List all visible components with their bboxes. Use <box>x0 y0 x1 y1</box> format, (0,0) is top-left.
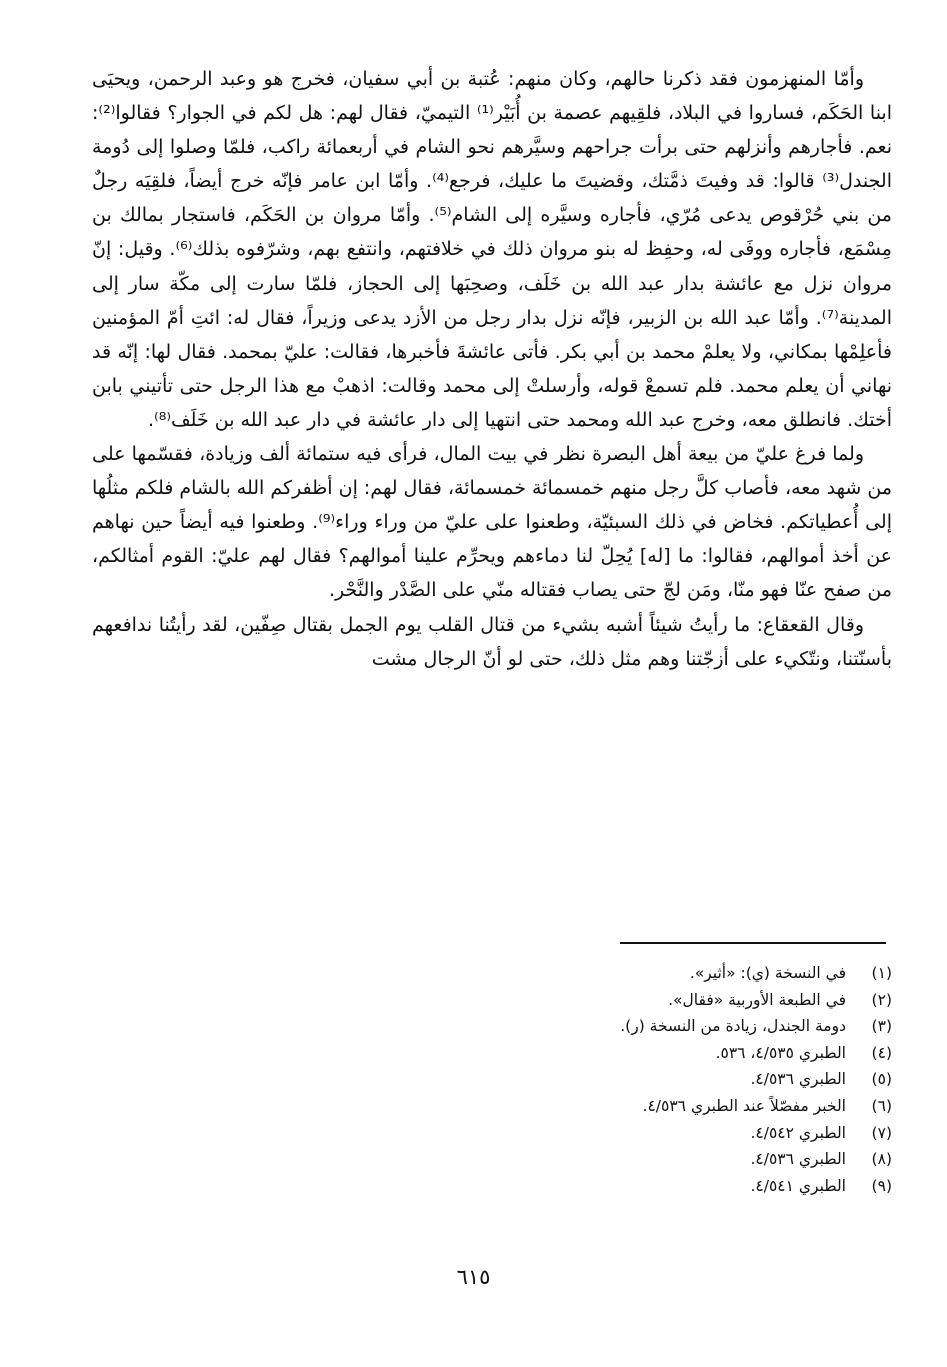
footnote-text: الطبري ٤/٥٣٦. <box>750 1070 846 1089</box>
footnote-item <box>300 1146 892 1173</box>
footnote-divider <box>620 942 886 944</box>
footnote-number: (٥) <box>871 1070 892 1089</box>
footnote-item <box>300 1120 892 1147</box>
footnote-item <box>300 1013 892 1040</box>
footnote-number: (٤) <box>871 1043 892 1062</box>
footnote-item <box>300 1040 892 1067</box>
footnote-number: (٩) <box>871 1176 892 1195</box>
main-text <box>92 62 892 676</box>
footnote-item <box>300 960 892 987</box>
footnote-item <box>300 1093 892 1120</box>
footnote-text: الطبري ٤/٥٤١. <box>750 1176 846 1195</box>
footnote-text: الطبري ٤/٥٤٢. <box>750 1123 846 1142</box>
footnote-number: (٦) <box>871 1096 892 1115</box>
footnote-text: في النسخة (ي): «أثير». <box>689 964 846 982</box>
footnotes-list <box>300 960 892 1199</box>
footnote-text: الخبر مفصّلاً عند الطبري ٤/٥٣٦. <box>642 1096 846 1115</box>
footnote-number: (١) <box>871 964 892 982</box>
footnote-text: الطبري ٤/٥٣٦. <box>750 1150 846 1169</box>
paragraph-2: ولما فرغ عليّ من بيعة أهل البصرة نظر في بيت المال، فرأى فيه ستمائة ألف وزيادة، فقسّمها على من شهد معه، فأصاب كلَّ رجل منهم خمسمائة خمسمائة، فقال لهم: إن أظفركم الله بالشام فلكم مثلُها إلى أُعطياتكم. فخاض في ذلك السبئيّة، وطعنوا على عليّ من وراء وراء⁽⁹⁾. وطعنوا فيه أيضاً حين نهاهم عن أخذ أموالهم، فقالوا: ما [له] يُحِلّ لنا دماءهم ويحرِّم علينا أموالهم؟ فقال لهم عليّ: القوم أمثالكم، من صفح عنّا فهو منّا، ومَن لجّ حتى يصاب فقتاله منّي على الصَّدْر والنَّحْر. <box>92 443 892 602</box>
footnote-text: الطبري ٤/٥٣٥، ٥٣٦. <box>715 1043 846 1062</box>
paragraph-3: وقال القعقاع: ما رأيتُ شيئاً أشبه بشيء من قتال القلب يوم الجمل بقتال صِفّين، لقد رأيتُنا ندافعهم بأسنّتنا، ونتّكيء على أزجّتنا وهم مثل ذلك، حتى لو أنّ الرجال مشت <box>92 613 892 670</box>
footnote-text: في الطبعة الأوربية «فقال». <box>668 990 846 1009</box>
footnote-item <box>300 987 892 1014</box>
footnote-number: (٧) <box>871 1123 892 1142</box>
footnote-text: دومة الجندل، زيادة من النسخة (ر). <box>620 1017 846 1036</box>
footnote-item <box>300 1173 892 1200</box>
footnote-number: (٢) <box>871 990 892 1009</box>
footnote-number: (٨) <box>871 1150 892 1169</box>
page-number: ٦١٥ <box>456 1265 491 1289</box>
paragraph-1: وأمّا المنهزمون فقد ذكرنا حالهم، وكان منهم: عُتبة بن أبي سفيان، فخرج هو وعبد الرحمن، ويحيَى ابنا الحَكَم، فساروا في البلاد، فلقِيهم عصمة بن أُبَيْر⁽¹⁾ التيميّ، فقال لهم: هل لكم في الجوار؟ فقالوا⁽²⁾: نعم. فأجارهم وأنزلهم حتى برأت جراحهم وسيَّرهم نحو الشام في أربعمائة راكب، فلمّا وصلوا إلى دُومة الجندل⁽³⁾ قالوا: قد وفيتَ ذمَّتك، وقضيتَ ما عليك، فرجع⁽⁴⁾. وأمّا ابن عامر فإنّه خرج أيضاً، فلقِيَه رجلٌ من بني حُرْقوص يدعى مُرّي، فأجاره وسيَّره إلى الشام⁽⁵⁾. وأمّا مروان بن الحَكَم، فاستجار بمالك بن مِسْمَع، فأجاره ووفَى له، وحفِظ له بنو مروان ذلك في خلافتهم، وانتفع بهم، وشرّفوه بذلك⁽⁶⁾. وقيل: إنّ مروان نزل مع عائشة بدار عبد الله بن خَلَف، وصحِبَها إلى الحجاز، فلمّا سارت إلى مكّة سار إلى المدينة⁽⁷⁾. وأمّا عبد الله بن الزبير، فإنّه نزل بدار رجل من الأزد يدعى وزيراً، فقال له: ائتِ أمّ المؤمنين فأعلِمْها بمكاني، ولا يعلمْ محمد بن أبي بكر. فأتى عائشةَ فأخبرها، فقالت: عليّ بمحمد. فقال لها: إنّه قد نهاني أن يعلم محمد. فلم تسمعْ قوله، وأرسلتْ إلى محمد وقالت: اذهبْ مع هذا الرجل حتى تأتيني بابن أختك. فانطلق معه، وخرج عبد الله ومحمد حتى انتهيا إلى دار عائشة في دار عبد الله بن خَلَف⁽⁸⁾. <box>92 68 893 431</box>
footnote-item <box>300 1066 892 1093</box>
footnote-number: (٣) <box>871 1017 892 1036</box>
